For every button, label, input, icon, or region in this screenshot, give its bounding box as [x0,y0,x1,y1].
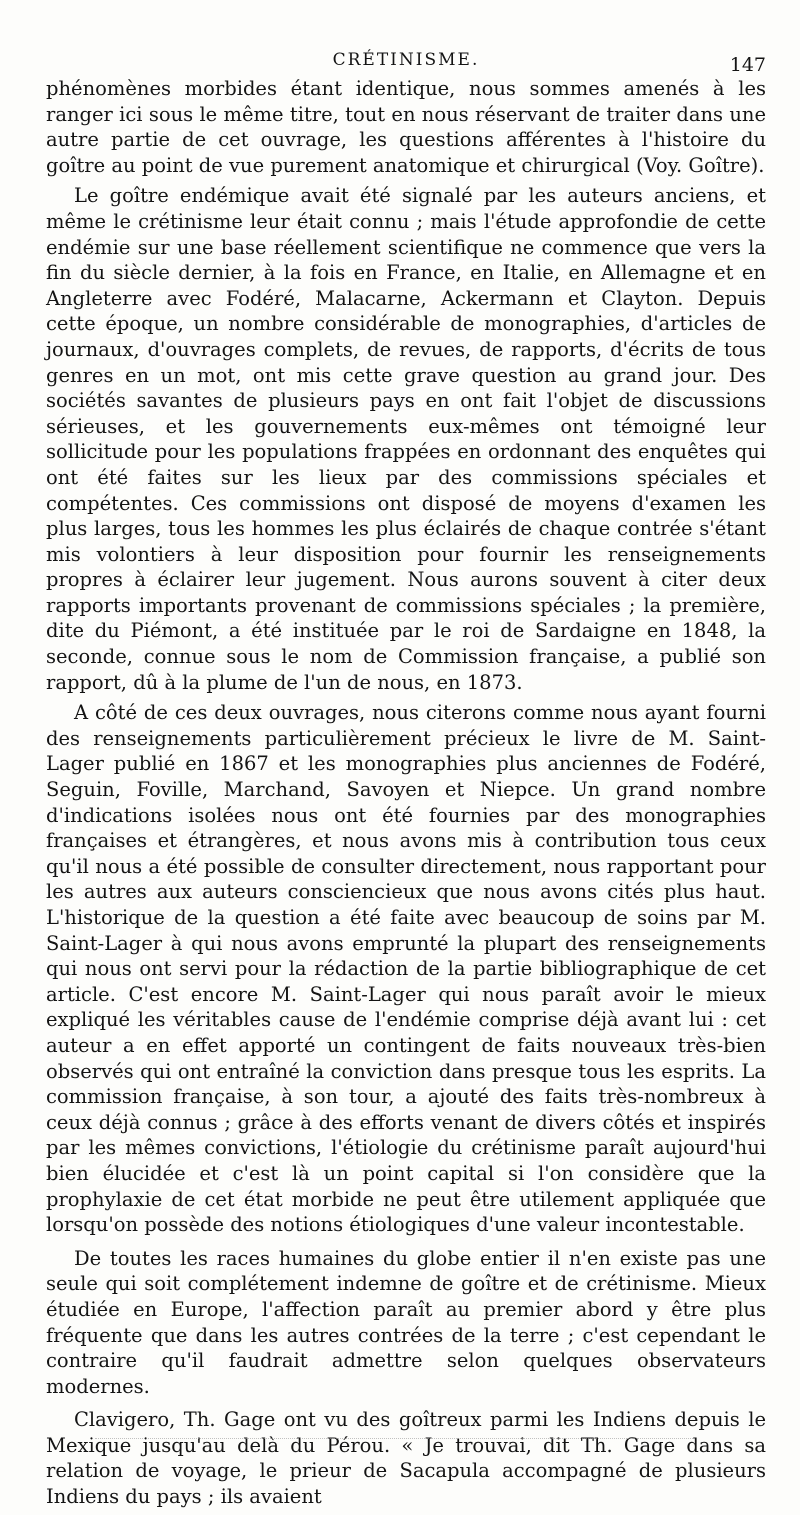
paragraph-4: De toutes les races humaines du globe entier il n'en existe pas une seule qui soit complétement indemne de goître et de crétinisme. Mieux étudiée en Europe, l'affection paraît au premier abord y être plus fréquente que dans les autres contrées de la terre ; c'est cependant le contraire qu'il faudrait admettre selon quelques observateurs modernes. [46,1246,766,1398]
footer-rule [95,1438,695,1439]
paragraph-2: Le goître endémique avait été signalé par les auteurs anciens, et même le crétinisme leur était connu ; mais l'étude approfondie de cette endémie sur une base réellement scientifique ne commence que vers la fin du siècle dernier, à la fois en France, en Italie, en Allemagne et en Angleterre avec Fodéré, Malacarne, Ackermann et Clayton. Depuis cette époque, un nombre considérable de monographies, d'articles de journaux, d'ouvrages complets, de revues, de rapports, d'écrits de tous genres en un mot, ont mis cette grave question au grand jour. Des sociétés savantes de plusieurs pays en ont fait l'objet de discussions sérieuses, et les gouvernements eux-mêmes ont témoigné leur sollicitude pour les populations frappées en ordonnant des enquêtes qui ont été faites sur les lieux par des commissions spéciales et compétentes. Ces commissions ont disposé de moyens d'examen les plus larges, tous les hommes les plus éclairés de chaque contrée s'étant mis volontiers à leur disposition pour fournir les renseignements propres à éclairer leur jugement. Nous aurons souvent à citer deux rapports importants provenant de commissions spéciales ; la première, dite du Piémont, a été instituée par le roi de Sardaigne en 1848, la seconde, connue sous le nom de Commission française, a publié son rapport, dû à la plume de l'un de nous, en 1873. [46,184,766,694]
page-number: 147 [729,54,766,76]
paragraph-5: Clavigero, Th. Gage ont vu des goîtreux parmi les Indiens depuis le Mexique jusqu'au delà du Pérou. « Je trouvai, dit Th. Gage dans sa relation de voyage, le prieur de Sacapula accompagné de plusieurs Indiens du pays ; ils avaient [46,1408,766,1509]
paragraph-3: A côté de ces deux ouvrages, nous citerons comme nous ayant fourni des renseignements particulièrement précieux le livre de M. Saint-Lager publié en 1867 et les monographies plus anciennes de Fodéré, Seguin, Foville, Marchand, Savoyen et Niepce. Un grand nombre d'indications isolées nous ont été fournies par des monographies françaises et étrangères, et nous avons mis à contribution tous ceux qu'il nous a été possible de consulter directement, nous rapportant pour les autres aux auteurs consciencieux que nous avons cités plus haut. L'historique de la question a été faite avec beaucoup de soins par M. Saint-Lager à qui nous avons emprunté la plupart des renseignements qui nous ont servi pour la rédaction de la partie bibliographique de cet article. C'est encore M. Saint-Lager qui nous paraît avoir le mieux expliqué les véritables cause de l'endémie comprise déjà avant lui : cet auteur a en effet apporté un contingent de faits nouveaux très-bien observés qui ont entraîné la conviction dans presque tous les esprits. La commission française, à son tour, a ajouté des faits très-nombreux à ceux déjà connus ; grâce à des efforts venant de divers côtés et inspirés par les mêmes convictions, l'étiologie du crétinisme paraît aujourd'hui bien élucidée et c'est là un point capital si l'on considère que la prophylaxie de cet état morbide ne peut être utilement appliquée que lorsqu'on possède des notions étiologiques d'une valeur incontestable. [46,701,766,1237]
paragraph-1: phénomènes morbides étant identique, nous sommes amenés à les ranger ici sous le même titre, tout en nous réservant de traiter dans une autre partie de cet ouvrage, les questions afférentes à l'histoire du goître au point de vue purement anatomique et chirurgical (Voy. Goître). [46,77,766,177]
body-text [46,76,766,1510]
page [46,50,766,1515]
running-title: CRÉTINISME. [332,50,480,70]
running-head [46,50,766,74]
